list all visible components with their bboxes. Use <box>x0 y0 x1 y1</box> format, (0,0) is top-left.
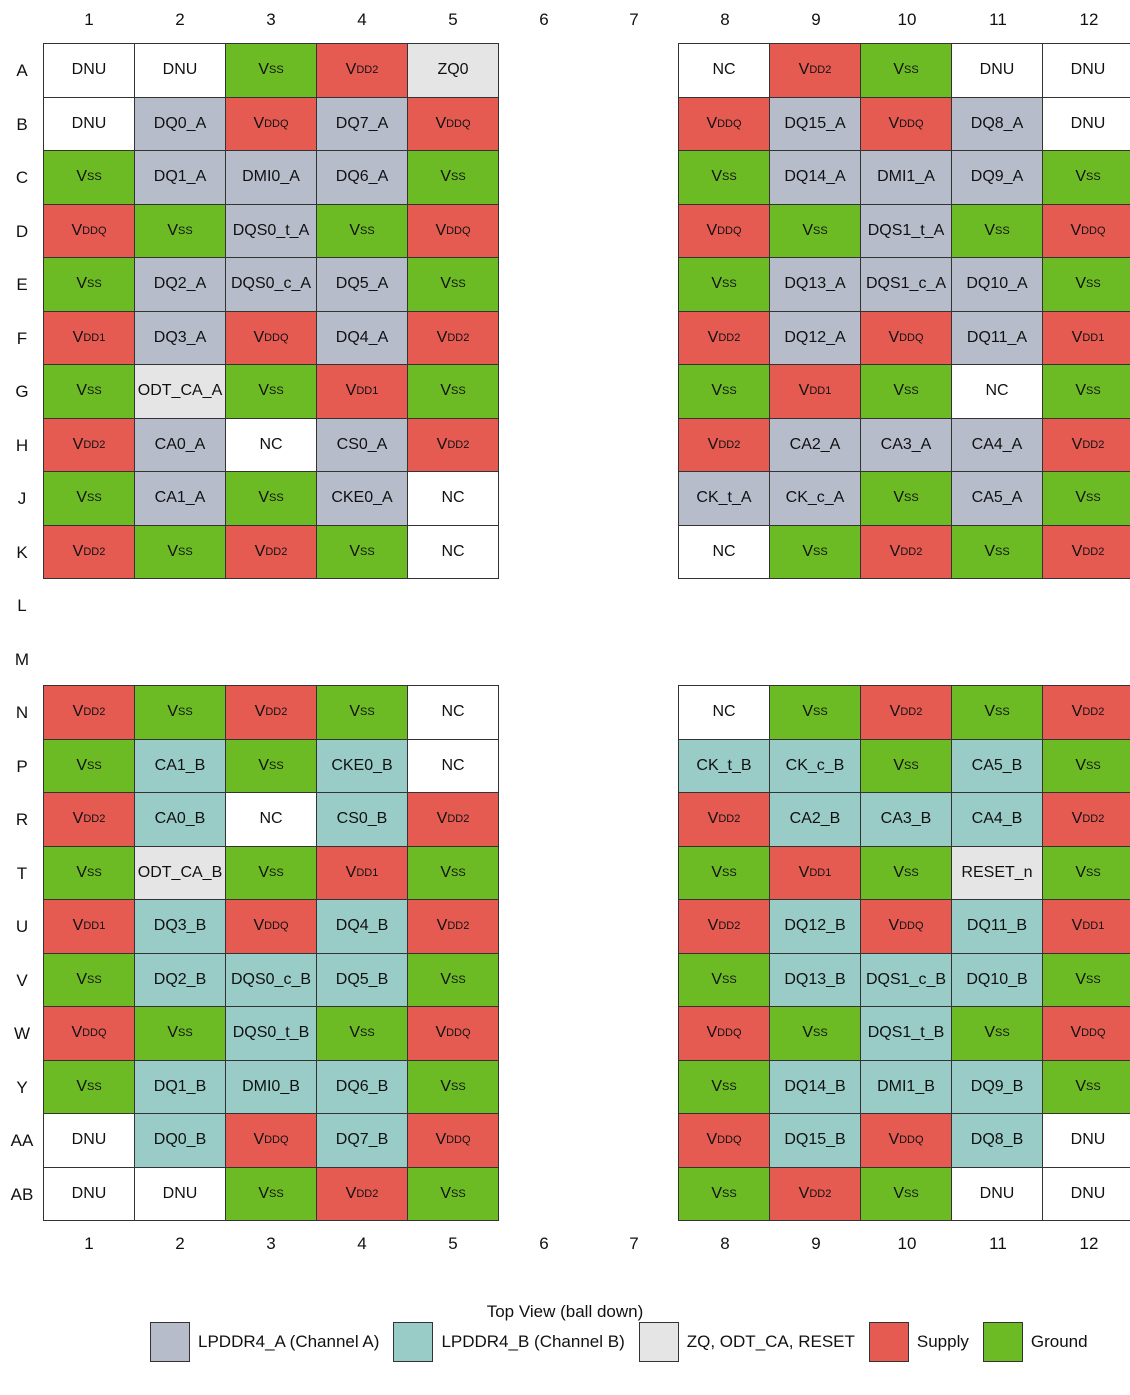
legend <box>150 1322 1102 1362</box>
ball-cell: CK_c_B <box>770 740 861 794</box>
ball-cell: V SS <box>226 472 317 526</box>
column-label: 2 <box>175 1234 185 1253</box>
ball-cell: V DD2 <box>408 900 499 954</box>
ball-cell: V DDQ <box>861 98 952 152</box>
ball-cell: DQ12_A <box>770 312 861 366</box>
legend-label: Supply <box>916 1332 969 1351</box>
column-label: 12 <box>1079 10 1099 29</box>
row-label: L <box>17 596 27 615</box>
ball-cell: V SS <box>408 1061 499 1115</box>
ball-cell: V DDQ <box>861 1114 952 1168</box>
ball-cell: V DDQ <box>226 312 317 366</box>
ball-cell: DQ11_B <box>952 900 1043 954</box>
legend-swatch <box>150 1322 190 1362</box>
ball-cell: V SS <box>1043 954 1130 1008</box>
ball-cell: V DDQ <box>408 98 499 152</box>
ball-cell: CK_t_B <box>679 740 770 794</box>
ball-cell: DQ7_A <box>317 98 408 152</box>
ball-cell: V DD1 <box>1043 900 1130 954</box>
ball-cell: V DDQ <box>679 1114 770 1168</box>
ball-cell: DNU <box>135 1168 226 1222</box>
ball-cell: NC <box>408 472 499 526</box>
ball-cell: V DD2 <box>1043 419 1130 473</box>
ball-cell: DQS1_c_B <box>861 954 952 1008</box>
legend-swatch <box>983 1322 1023 1362</box>
ball-cell: V DD2 <box>317 1168 408 1222</box>
ball-cell: DNU <box>952 1168 1043 1222</box>
ball-cell: V DDQ <box>226 98 317 152</box>
ball-cell: CKE0_B <box>317 740 408 794</box>
ball-cell: RESET_n <box>952 847 1043 901</box>
ball-cell: DQ11_A <box>952 312 1043 366</box>
row-label: F <box>16 328 28 348</box>
ball-cell: V DDQ <box>1043 1007 1130 1061</box>
ball-cell: V SS <box>44 365 135 419</box>
legend-item <box>639 1322 855 1362</box>
row-label: B <box>16 114 28 134</box>
ball-cell: V DD1 <box>1043 312 1130 366</box>
ball-cell: V SS <box>44 472 135 526</box>
ball-cell: DNU <box>44 1114 135 1168</box>
ball-cell: DNU <box>952 44 1043 98</box>
ball-cell: DNU <box>44 44 135 98</box>
ball-cell: DQ2_B <box>135 954 226 1008</box>
ball-cell: V SS <box>1043 472 1130 526</box>
ball-cell: DNU <box>1043 1168 1130 1222</box>
ball-cell: V SS <box>135 526 226 580</box>
ball-cell: DNU <box>44 98 135 152</box>
row-label: G <box>15 382 29 401</box>
ball-cell: V SS <box>679 365 770 419</box>
ball-cell: DQ6_B <box>317 1061 408 1115</box>
ball-cell: DQ2_A <box>135 258 226 312</box>
column-label: 6 <box>539 1234 549 1253</box>
row-label: N <box>15 703 29 722</box>
ball-cell: DQ7_B <box>317 1114 408 1168</box>
row-label: Y <box>16 1077 28 1097</box>
ball-cell: DMI0_B <box>226 1061 317 1115</box>
ball-cell: V DDQ <box>679 205 770 259</box>
ball-cell: V SS <box>1043 1061 1130 1115</box>
ball-cell: V DD2 <box>770 44 861 98</box>
column-label: 7 <box>629 1234 639 1253</box>
ball-cell: DQ14_A <box>770 151 861 205</box>
ball-cell: V SS <box>317 205 408 259</box>
ball-cell: DQS0_t_B <box>226 1007 317 1061</box>
column-label: 8 <box>720 10 730 29</box>
ball-cell: V DD2 <box>770 1168 861 1222</box>
ball-cell: V SS <box>408 258 499 312</box>
ball-cell: DQ6_A <box>317 151 408 205</box>
legend-label: ZQ, ODT_CA, RESET <box>686 1332 855 1351</box>
ball-cell: V SS <box>770 686 861 740</box>
ball-cell: CA3_B <box>861 793 952 847</box>
ball-cell: CK_t_A <box>679 472 770 526</box>
row-label: K <box>16 542 28 562</box>
ball-cell: V DD2 <box>317 44 408 98</box>
column-label: 12 <box>1079 1234 1099 1253</box>
ball-cell: DMI0_A <box>226 151 317 205</box>
row-label: H <box>15 435 29 455</box>
ball-cell: DQ1_B <box>135 1061 226 1115</box>
ball-cell: V DD2 <box>679 793 770 847</box>
legend-item <box>869 1322 969 1362</box>
ball-cell: V SS <box>952 205 1043 259</box>
ball-cell: V SS <box>770 1007 861 1061</box>
ball-cell: V DD2 <box>408 419 499 473</box>
ball-cell: V SS <box>317 686 408 740</box>
ball-cell: V SS <box>1043 847 1130 901</box>
ball-cell: NC <box>408 686 499 740</box>
ball-cell: V SS <box>679 258 770 312</box>
ball-cell: CA0_A <box>135 419 226 473</box>
legend-item <box>393 1322 624 1362</box>
ball-cell: V SS <box>679 954 770 1008</box>
ball-cell: V DD2 <box>1043 793 1130 847</box>
ball-cell: CK_c_A <box>770 472 861 526</box>
ball-cell: DQ8_B <box>952 1114 1043 1168</box>
legend-swatch <box>393 1322 433 1362</box>
ball-cell: DQ9_B <box>952 1061 1043 1115</box>
quadrant-top-right <box>678 43 1130 579</box>
ball-cell: V DD1 <box>317 365 408 419</box>
ball-cell: V SS <box>44 847 135 901</box>
ball-cell: V SS <box>861 847 952 901</box>
ball-cell: CA3_A <box>861 419 952 473</box>
ball-cell: DQ10_B <box>952 954 1043 1008</box>
quadrant-bottom-right <box>678 685 1130 1221</box>
legend-swatch <box>869 1322 909 1362</box>
ball-cell: DQ12_B <box>770 900 861 954</box>
ball-cell: V DD1 <box>770 365 861 419</box>
ball-cell: DQ10_A <box>952 258 1043 312</box>
ball-cell: V SS <box>1043 151 1130 205</box>
ball-cell: V SS <box>44 740 135 794</box>
ball-cell: V SS <box>226 44 317 98</box>
column-label: 11 <box>989 10 1007 29</box>
ball-cell: CA2_B <box>770 793 861 847</box>
ball-cell: V SS <box>679 847 770 901</box>
ball-cell: V SS <box>679 1168 770 1222</box>
ball-cell: CA5_A <box>952 472 1043 526</box>
ball-cell: ODT_CA_B <box>135 847 226 901</box>
ball-cell: V SS <box>952 686 1043 740</box>
ball-cell: DQ5_A <box>317 258 408 312</box>
ball-cell: CA1_A <box>135 472 226 526</box>
ball-cell: V DD2 <box>679 419 770 473</box>
ball-cell: CA4_A <box>952 419 1043 473</box>
column-label: 10 <box>897 10 917 29</box>
ball-cell: CS0_B <box>317 793 408 847</box>
ball-cell: V SS <box>408 954 499 1008</box>
legend-swatch <box>639 1322 679 1362</box>
ball-cell: V SS <box>226 365 317 419</box>
ball-cell: DQS1_c_A <box>861 258 952 312</box>
ball-cell: DMI1_A <box>861 151 952 205</box>
ball-cell: CKE0_A <box>317 472 408 526</box>
ball-cell: V DD2 <box>44 419 135 473</box>
legend-item <box>983 1322 1088 1362</box>
ball-cell: V SS <box>135 205 226 259</box>
row-label: P <box>16 756 28 776</box>
ball-cell: NC <box>679 44 770 98</box>
row-label: M <box>14 649 30 669</box>
ball-cell: V SS <box>1043 740 1130 794</box>
row-label: T <box>16 863 28 883</box>
ball-cell: V DDQ <box>679 1007 770 1061</box>
column-label: 9 <box>811 10 821 29</box>
column-label: 1 <box>84 10 94 29</box>
ball-cell: V SS <box>408 1168 499 1222</box>
ball-cell: DQ0_B <box>135 1114 226 1168</box>
ball-cell: V DDQ <box>408 205 499 259</box>
ball-cell: V SS <box>952 1007 1043 1061</box>
column-label: 8 <box>720 1234 730 1253</box>
ball-cell: NC <box>679 686 770 740</box>
column-label: 4 <box>357 1234 367 1253</box>
row-label: E <box>16 275 28 294</box>
ball-cell: V SS <box>1043 258 1130 312</box>
ball-cell: DNU <box>1043 98 1130 152</box>
ball-cell: DQS0_c_B <box>226 954 317 1008</box>
row-label: AA <box>10 1131 34 1150</box>
ball-cell: V SS <box>408 151 499 205</box>
ball-cell: NC <box>408 526 499 580</box>
column-label: 3 <box>266 1234 276 1253</box>
column-label: 3 <box>266 10 276 29</box>
ball-cell: DNU <box>44 1168 135 1222</box>
ball-cell: ODT_CA_A <box>135 365 226 419</box>
column-label: 5 <box>448 1234 458 1253</box>
ball-cell: V DD2 <box>679 312 770 366</box>
ball-cell: DNU <box>1043 44 1130 98</box>
ball-cell: V SS <box>770 205 861 259</box>
ball-cell: DQ3_A <box>135 312 226 366</box>
ball-cell: V SS <box>226 847 317 901</box>
ball-cell: DQ15_A <box>770 98 861 152</box>
ball-cell: V DD2 <box>44 793 135 847</box>
ball-cell: CA2_A <box>770 419 861 473</box>
ball-cell: DNU <box>1043 1114 1130 1168</box>
row-label: C <box>15 168 29 187</box>
ball-cell: NC <box>679 526 770 580</box>
ball-cell: V SS <box>1043 365 1130 419</box>
column-label: 2 <box>175 10 185 29</box>
ball-cell: CA5_B <box>952 740 1043 794</box>
ball-cell: V SS <box>408 847 499 901</box>
row-label: W <box>13 1024 31 1043</box>
ball-cell: V DD2 <box>679 900 770 954</box>
ball-cell: V DD1 <box>317 847 408 901</box>
legend-label: LPDDR4_A (Channel A) <box>198 1332 380 1351</box>
ball-cell: DQS0_t_A <box>226 205 317 259</box>
ball-cell: V DD2 <box>1043 686 1130 740</box>
ball-cell: DQ5_B <box>317 954 408 1008</box>
ball-cell: CS0_A <box>317 419 408 473</box>
ball-cell: NC <box>408 740 499 794</box>
ball-cell: NC <box>226 419 317 473</box>
row-label: AB <box>10 1184 34 1204</box>
ball-cell: V DDQ <box>861 900 952 954</box>
ball-cell: V DDQ <box>861 312 952 366</box>
column-label: 7 <box>629 10 639 29</box>
ball-cell: V SS <box>770 526 861 580</box>
ball-cell: CA4_B <box>952 793 1043 847</box>
ball-cell: V SS <box>135 686 226 740</box>
ball-cell: V SS <box>135 1007 226 1061</box>
ball-cell: DQ0_A <box>135 98 226 152</box>
ball-cell: DQ14_B <box>770 1061 861 1115</box>
legend-label: LPDDR4_B (Channel B) <box>441 1332 625 1351</box>
ball-cell: NC <box>952 365 1043 419</box>
column-label: 4 <box>357 10 367 29</box>
quadrant-bottom-left <box>43 685 499 1221</box>
ball-cell: V SS <box>226 740 317 794</box>
ball-cell: DQ9_A <box>952 151 1043 205</box>
ball-cell: V DD2 <box>408 312 499 366</box>
ball-cell: V DDQ <box>1043 205 1130 259</box>
ball-cell: V SS <box>408 365 499 419</box>
ball-cell: DQ3_B <box>135 900 226 954</box>
ball-cell: V SS <box>679 1061 770 1115</box>
ball-cell: DQ8_A <box>952 98 1043 152</box>
row-label: R <box>15 810 29 829</box>
ball-cell: DNU <box>135 44 226 98</box>
ball-cell: V SS <box>861 472 952 526</box>
ball-cell: V DD2 <box>226 526 317 580</box>
quadrant-top-left <box>43 43 499 579</box>
row-label: U <box>15 917 29 936</box>
ball-cell: V SS <box>44 151 135 205</box>
column-label: 6 <box>539 10 549 29</box>
ball-cell: V DD2 <box>226 686 317 740</box>
ball-cell: V DD2 <box>408 793 499 847</box>
ball-cell: V DDQ <box>226 900 317 954</box>
ball-cell: DQ13_A <box>770 258 861 312</box>
ball-cell: V DD2 <box>861 526 952 580</box>
legend-item <box>150 1322 379 1362</box>
ball-cell: V SS <box>861 1168 952 1222</box>
row-label: D <box>15 221 29 241</box>
ball-cell: V DD1 <box>44 312 135 366</box>
ball-cell: V SS <box>44 1061 135 1115</box>
ball-cell: V DD2 <box>44 686 135 740</box>
ball-cell: V DDQ <box>679 98 770 152</box>
row-label: J <box>17 489 27 508</box>
ball-cell: V DDQ <box>44 1007 135 1061</box>
legend-label: Ground <box>1030 1332 1088 1351</box>
ball-cell: V SS <box>317 1007 408 1061</box>
ball-cell: V SS <box>861 365 952 419</box>
ball-cell: V SS <box>861 740 952 794</box>
ball-cell: V SS <box>317 526 408 580</box>
ball-cell: V DD2 <box>44 526 135 580</box>
column-label: 5 <box>448 10 458 29</box>
row-label: V <box>16 970 28 990</box>
diagram-caption: Top View (ball down) <box>486 1302 644 1321</box>
ball-cell: CA1_B <box>135 740 226 794</box>
ball-cell: V DD2 <box>1043 526 1130 580</box>
ball-cell: V SS <box>44 954 135 1008</box>
ball-cell: DQ15_B <box>770 1114 861 1168</box>
ball-cell: ZQ0 <box>408 44 499 98</box>
ball-cell: V DD1 <box>770 847 861 901</box>
ball-cell: DQ4_B <box>317 900 408 954</box>
ball-cell: V SS <box>226 1168 317 1222</box>
ball-cell: V DDQ <box>408 1007 499 1061</box>
ball-cell: V DDQ <box>44 205 135 259</box>
ball-cell: V SS <box>44 258 135 312</box>
ball-cell: V SS <box>861 44 952 98</box>
ball-cell: DQS1_t_B <box>861 1007 952 1061</box>
column-label: 10 <box>897 1234 917 1253</box>
ball-cell: DQS1_t_A <box>861 205 952 259</box>
ball-cell: CA0_B <box>135 793 226 847</box>
ball-cell: V SS <box>952 526 1043 580</box>
ball-cell: V DD1 <box>44 900 135 954</box>
ball-cell: V DDQ <box>226 1114 317 1168</box>
ball-cell: DQS0_c_A <box>226 258 317 312</box>
ball-cell: V SS <box>679 151 770 205</box>
ball-cell: DQ13_B <box>770 954 861 1008</box>
column-label: 1 <box>84 1234 94 1253</box>
row-label: A <box>16 61 28 80</box>
ball-cell: DMI1_B <box>861 1061 952 1115</box>
column-label: 9 <box>811 1234 821 1253</box>
ball-cell: DQ4_A <box>317 312 408 366</box>
ball-cell: V DDQ <box>408 1114 499 1168</box>
ball-cell: V DD2 <box>861 686 952 740</box>
ball-cell: DQ1_A <box>135 151 226 205</box>
column-label: 11 <box>989 1234 1007 1253</box>
ball-cell: NC <box>226 793 317 847</box>
